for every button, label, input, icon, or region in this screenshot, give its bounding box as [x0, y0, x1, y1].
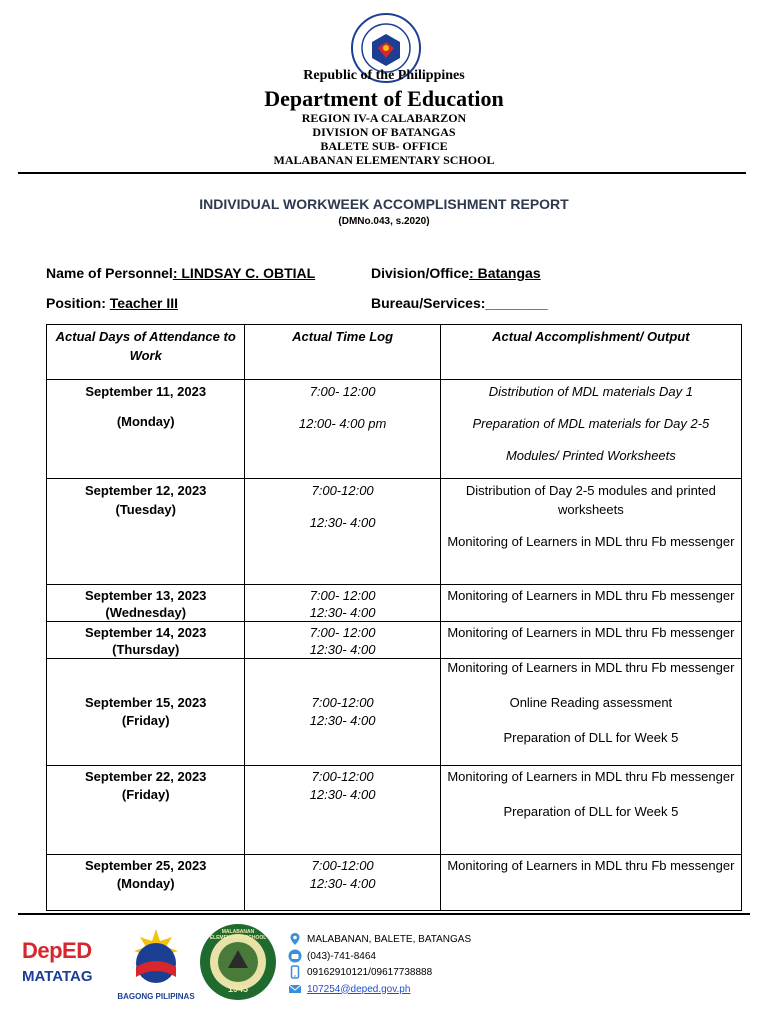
- personnel-name-field: [46, 265, 315, 281]
- division-office-field: [371, 265, 541, 281]
- row-date: September 25, 2023: [85, 858, 207, 873]
- bagong-pilipinas-label: BAGONG PILIPINAS: [117, 992, 195, 1001]
- school-seal-text: MALABANAN ELEMENTARY SCHOOL: [209, 929, 267, 941]
- email-line: [288, 982, 410, 996]
- phone-text: (043)-741-8464: [307, 950, 376, 962]
- row-time-end: 12:30- 4:00: [309, 876, 376, 891]
- accomplishment-table: [46, 324, 742, 911]
- row-time-start: 7:00- 12:00: [309, 384, 376, 399]
- email-icon: [288, 982, 302, 996]
- bagong-pilipinas-logo: [116, 925, 196, 1003]
- division-office-value: : Batangas: [469, 265, 541, 281]
- row-accomplishment: Preparation of DLL for Week 5: [503, 730, 679, 745]
- mobile-text: 09162910121/09617738888: [307, 966, 433, 978]
- row-time-end: 12:00- 4:00 pm: [298, 416, 387, 431]
- mobile-phone-icon: [288, 965, 302, 979]
- telephone-icon: [288, 949, 302, 963]
- mobile-line: [288, 965, 432, 979]
- row-date: September 14, 2023: [85, 625, 207, 640]
- bagong-pilipinas-icon: [116, 925, 196, 987]
- table-row: [47, 659, 742, 766]
- school-seal-year: 1945: [227, 984, 249, 994]
- header-divider: [18, 172, 746, 174]
- header-attendance: Actual Days of Attendance to Work: [47, 325, 245, 380]
- row-day: (Friday): [121, 787, 170, 802]
- row-time-end: 12:30- 4:00: [309, 787, 376, 802]
- row-accomplishment: Preparation of DLL for Week 5: [503, 804, 679, 819]
- bureau-value: ________: [485, 295, 548, 311]
- row-time-start: 7:00-12:00: [311, 483, 374, 498]
- row-time-end: 12:30- 4:00: [309, 713, 376, 728]
- deped-matatag-logo: [22, 930, 102, 998]
- bureau-field: [371, 295, 548, 311]
- table-row: [47, 585, 742, 622]
- bureau-label: Bureau/Services:: [371, 295, 486, 311]
- row-accomplishment: Distribution of MDL materials Day 1: [488, 384, 693, 399]
- email-link[interactable]: 107254@deped.gov.ph: [307, 983, 411, 995]
- table-row: [47, 855, 742, 911]
- row-accomplishment: Monitoring of Learners in MDL thru Fb messenger: [447, 858, 735, 873]
- row-day: (Tuesday): [115, 502, 176, 517]
- row-time-start: 7:00-12:00: [311, 695, 374, 710]
- deped-logo-top: DepED: [22, 938, 92, 963]
- header-accomplishment: Actual Accomplishment/ Output: [440, 325, 741, 380]
- personnel-name-label: Name of Personnel: [46, 265, 173, 281]
- deped-logo-bottom: MATATAG: [22, 968, 93, 985]
- row-date: September 15, 2023: [85, 695, 207, 710]
- header-time-log: Actual Time Log: [245, 325, 440, 380]
- row-date: September 11, 2023: [85, 384, 207, 399]
- row-accomplishment: Monitoring of Learners in MDL thru Fb messenger: [447, 534, 735, 549]
- row-day: (Monday): [116, 414, 175, 429]
- row-time-end: 12:30- 4:00: [309, 605, 376, 620]
- position-field: [46, 295, 178, 311]
- footer-divider: [18, 913, 750, 915]
- row-time-start: 7:00- 12:00: [309, 625, 376, 640]
- row-accomplishment: Monitoring of Learners in MDL thru Fb messenger: [447, 588, 735, 603]
- row-date: September 12, 2023: [85, 483, 207, 498]
- row-accomplishment: Monitoring of Learners in MDL thru Fb messenger: [447, 660, 735, 675]
- table-row: [47, 479, 742, 585]
- row-time-end: 12:30- 4:00: [309, 515, 376, 530]
- school-heading: MALABANAN ELEMENTARY SCHOOL: [273, 153, 495, 167]
- table-row: [47, 622, 742, 659]
- report-memo: (DMNo.043, s.2020): [338, 216, 430, 227]
- region-heading: REGION IV-A CALABARZON: [301, 111, 467, 125]
- school-seal-logo: [198, 922, 278, 1002]
- table-header-row: [47, 325, 742, 380]
- row-day: (Wednesday): [105, 605, 187, 620]
- table-row: [47, 766, 742, 855]
- row-accomplishment: Monitoring of Learners in MDL thru Fb messenger: [447, 769, 735, 784]
- row-day: (Thursday): [112, 642, 180, 657]
- address-line: [288, 932, 471, 946]
- table-row: [47, 380, 742, 479]
- division-heading: DIVISION OF BATANGAS: [312, 125, 456, 139]
- row-accomplishment: Modules/ Printed Worksheets: [505, 448, 676, 463]
- row-time-end: 12:30- 4:00: [309, 642, 376, 657]
- row-time-start: 7:00-12:00: [311, 858, 374, 873]
- department-heading: Department of Education: [264, 86, 504, 111]
- row-accomplishment: Monitoring of Learners in MDL thru Fb messenger: [447, 625, 735, 640]
- phone-line: [288, 949, 376, 963]
- row-day: (Friday): [121, 713, 170, 728]
- row-accomplishment: Online Reading assessment: [509, 695, 673, 710]
- address-text: MALABANAN, BALETE, BATANGAS: [307, 933, 472, 945]
- report-title: INDIVIDUAL WORKWEEK ACCOMPLISHMENT REPORT: [199, 196, 569, 212]
- position-value: Teacher III: [109, 295, 178, 311]
- row-date: September 13, 2023: [85, 588, 207, 603]
- location-pin-icon: [288, 932, 302, 946]
- row-date: September 22, 2023: [85, 769, 207, 784]
- sub-office-heading: BALETE SUB- OFFICE: [320, 139, 448, 153]
- row-day: (Monday): [116, 876, 175, 891]
- personnel-name-value: : LINDSAY C. OBTIAL: [172, 265, 316, 281]
- republic-heading: Republic of the Philippines: [303, 68, 465, 83]
- division-office-label: Division/Office: [371, 265, 470, 281]
- row-accomplishment: Preparation of MDL materials for Day 2-5: [472, 416, 710, 431]
- row-time-start: 7:00- 12:00: [309, 588, 376, 603]
- row-accomplishment: Distribution of Day 2-5 modules and printed worksheets: [465, 483, 716, 517]
- position-label: Position:: [46, 295, 110, 311]
- row-time-start: 7:00-12:00: [311, 769, 374, 784]
